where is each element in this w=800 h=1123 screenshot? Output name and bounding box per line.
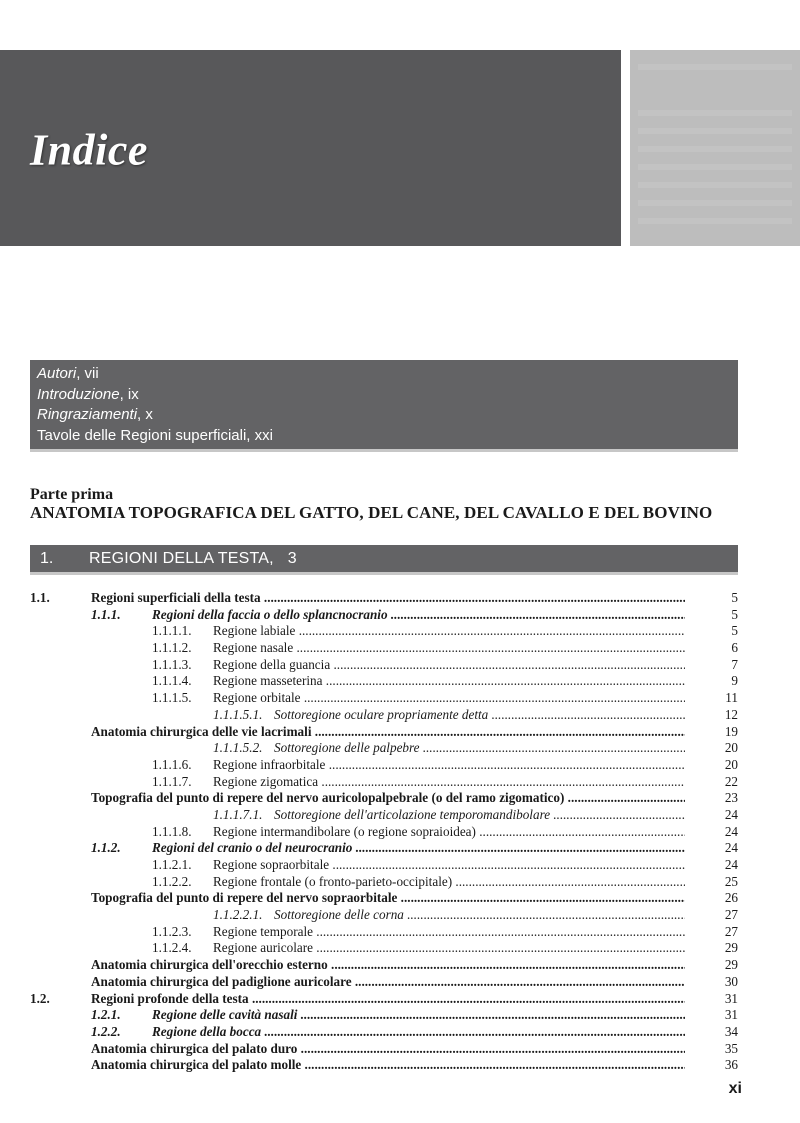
toc-number: 1.2.2. xyxy=(91,1023,121,1039)
toc-number: 1.1.1.6. xyxy=(152,756,192,772)
toc-row[interactable] xyxy=(0,940,800,957)
toc-page: 19 xyxy=(724,723,738,739)
toc-label: Regione nasale ..... xyxy=(213,640,685,657)
toc-label: Topografia del punto di repere del nervo sopraorbitale ..... xyxy=(91,890,685,907)
chapter-title: REGIONI DELLA TESTA, 3 xyxy=(89,550,297,567)
toc-label: Regione della guancia ..... xyxy=(213,657,685,674)
front-matter-item[interactable]: Introduzione, ix xyxy=(37,385,139,403)
front-matter-item[interactable]: Ringraziamenti, x xyxy=(37,406,153,423)
toc-number: 1.1. xyxy=(30,590,50,605)
toc-label: Anatomia chirurgica del palato duro ..... xyxy=(91,1041,685,1058)
toc-page: 5 xyxy=(731,623,738,639)
toc-row[interactable] xyxy=(0,1057,800,1074)
toc-page: 24 xyxy=(724,823,738,839)
toc-label: Sottoregione delle palpebre ..... xyxy=(274,740,685,757)
toc-number: 1.1.1.7.1. xyxy=(213,806,263,822)
toc-row[interactable] xyxy=(0,1007,800,1024)
toc-row[interactable] xyxy=(0,924,800,941)
toc-label: Sottoregione dell'articolazione temporomandibolare ..... xyxy=(274,807,685,824)
toc-row[interactable] xyxy=(0,707,800,724)
toc-number: 1.2. xyxy=(30,990,50,1006)
toc-row[interactable] xyxy=(0,874,800,891)
toc-page: 24 xyxy=(724,857,738,872)
toc-number: 1.2.1. xyxy=(91,1007,121,1023)
toc-page: 31 xyxy=(724,1007,738,1023)
toc-page: 7 xyxy=(731,656,738,672)
toc-label: Regione delle cavità nasali ..... xyxy=(152,1007,685,1024)
toc-label: Regione intermandibolare (o regione sopraioidea) ..... xyxy=(213,824,685,841)
toc-row[interactable] xyxy=(0,607,800,624)
toc-number: 1.1.1. xyxy=(91,606,121,622)
toc-row[interactable] xyxy=(0,907,800,924)
toc-label: Regione sopraorbitale ..... xyxy=(213,857,685,874)
toc-row[interactable] xyxy=(0,824,800,841)
toc-row[interactable] xyxy=(0,1024,800,1041)
front-matter-item[interactable]: Autori, vii xyxy=(37,365,99,382)
toc-label: Topografia del punto di repere del nervo auricolopalpebrale (o del ramo zigomatico) ..... xyxy=(91,790,685,807)
toc-page: 20 xyxy=(724,740,738,756)
toc-number: 1.1.2.2. xyxy=(152,873,192,889)
toc-label: Anatomia chirurgica delle vie lacrimali ..... xyxy=(91,724,685,741)
toc-page: 11 xyxy=(725,690,738,706)
page-title: Indice xyxy=(30,125,148,175)
part-label: Parte prima xyxy=(30,486,114,503)
toc-row[interactable] xyxy=(0,957,800,974)
toc-label: Regioni della faccia o dello splancnocranio ..... xyxy=(152,607,685,624)
toc-row[interactable] xyxy=(0,840,800,857)
chapter-number: 1. xyxy=(40,550,54,567)
toc-page: 27 xyxy=(724,923,738,939)
toc-row[interactable] xyxy=(0,757,800,774)
toc-row[interactable] xyxy=(0,774,800,791)
toc-number: 1.1.1.2. xyxy=(152,640,192,656)
toc-page: 34 xyxy=(724,1023,738,1039)
toc-page: 20 xyxy=(724,756,738,772)
toc-number: 1.1.2.1. xyxy=(152,857,192,872)
toc-label: Regione labiale ..... xyxy=(213,623,685,640)
toc-page: 27 xyxy=(724,907,738,923)
toc-page: 35 xyxy=(724,1040,738,1056)
toc-label: Regione orbitale ..... xyxy=(213,690,685,707)
toc-page: 5 xyxy=(731,590,738,605)
toc-page: 31 xyxy=(724,990,738,1006)
toc-page: 29 xyxy=(724,940,738,956)
toc-row[interactable] xyxy=(0,790,800,807)
toc-label: Regione temporale ..... xyxy=(213,924,685,941)
toc-number: 1.1.2.2.1. xyxy=(213,907,263,923)
toc-label: Anatomia chirurgica del palato molle ..... xyxy=(91,1057,685,1074)
toc-label: Regione auricolare ..... xyxy=(213,940,685,957)
toc-list xyxy=(0,590,800,1074)
toc-number: 1.1.1.4. xyxy=(152,673,192,689)
toc-number: 1.1.1.3. xyxy=(152,656,192,672)
toc-row[interactable] xyxy=(0,724,800,741)
toc-label: Anatomia chirurgica dell'orecchio esterno ..... xyxy=(91,957,685,974)
chapter-bar[interactable] xyxy=(30,545,738,575)
toc-label: Regioni del cranio o del neurocranio ..... xyxy=(152,840,685,857)
toc-label: Regione della bocca ..... xyxy=(152,1024,685,1041)
toc-number: 1.1.2. xyxy=(91,840,121,856)
toc-page: 5 xyxy=(731,606,738,622)
toc-page: 36 xyxy=(724,1057,738,1073)
toc-number: 1.1.1.7. xyxy=(152,773,192,789)
part-title: ANATOMIA TOPOGRAFICA DEL GATTO, DEL CANE, DEL CAVALLO E DEL BOVINO xyxy=(30,503,713,522)
toc-page: 24 xyxy=(724,840,738,856)
toc-number: 1.1.1.5.1. xyxy=(213,706,263,722)
toc-page: 23 xyxy=(724,790,738,806)
toc-label: Regioni superficiali della testa ..... xyxy=(91,590,685,607)
toc-page: 25 xyxy=(724,873,738,889)
front-matter-box xyxy=(30,360,738,452)
toc-row[interactable] xyxy=(0,673,800,690)
toc-number: 1.1.2.4. xyxy=(152,940,192,956)
toc-row[interactable] xyxy=(0,890,800,907)
front-matter-item[interactable]: Tavole delle Regioni superficiali, xxi xyxy=(37,426,273,444)
toc-number: 1.1.2.3. xyxy=(152,923,192,939)
toc-page: 9 xyxy=(731,673,738,689)
toc-row[interactable] xyxy=(0,640,800,657)
toc-label: Anatomia chirurgica del padiglione auricolare ..... xyxy=(91,974,685,991)
toc-row[interactable] xyxy=(0,690,800,707)
toc-page: 22 xyxy=(724,773,738,789)
toc-page: 12 xyxy=(724,706,738,722)
toc-row[interactable] xyxy=(0,991,800,1008)
toc-row[interactable] xyxy=(0,974,800,991)
toc-label: Sottoregione delle corna ..... xyxy=(274,907,685,924)
toc-row[interactable] xyxy=(0,1041,800,1058)
toc-label: Regioni profonde della testa ..... xyxy=(91,991,685,1008)
toc-number: 1.1.1.1. xyxy=(152,623,192,639)
toc-page: 29 xyxy=(724,957,738,973)
toc-row[interactable] xyxy=(0,807,800,824)
toc-number: 1.1.1.5. xyxy=(152,690,192,706)
toc-number: 1.1.1.5.2. xyxy=(213,740,263,756)
toc-page: 24 xyxy=(724,806,738,822)
toc-label: Regione infraorbitale ..... xyxy=(213,757,685,774)
toc-label: Regione zigomatica ..... xyxy=(213,774,685,791)
toc-row[interactable] xyxy=(0,590,800,607)
toc-label: Regione masseterina ..... xyxy=(213,673,685,690)
toc-page: 30 xyxy=(724,973,738,989)
toc-number: 1.1.1.8. xyxy=(152,823,192,839)
toc-row[interactable] xyxy=(0,657,800,674)
decorative-side-block xyxy=(630,50,800,246)
toc-row[interactable] xyxy=(0,740,800,757)
page-number: xi xyxy=(728,1080,742,1097)
toc-row[interactable] xyxy=(0,857,800,874)
toc-row[interactable] xyxy=(0,623,800,640)
toc-label: Regione frontale (o fronto-parieto-occipitale) ..... xyxy=(213,874,685,891)
toc-page: 26 xyxy=(724,890,738,906)
title-band xyxy=(0,50,621,246)
toc-page: 6 xyxy=(731,640,738,656)
toc-label: Sottoregione oculare propriamente detta ..... xyxy=(274,707,685,724)
